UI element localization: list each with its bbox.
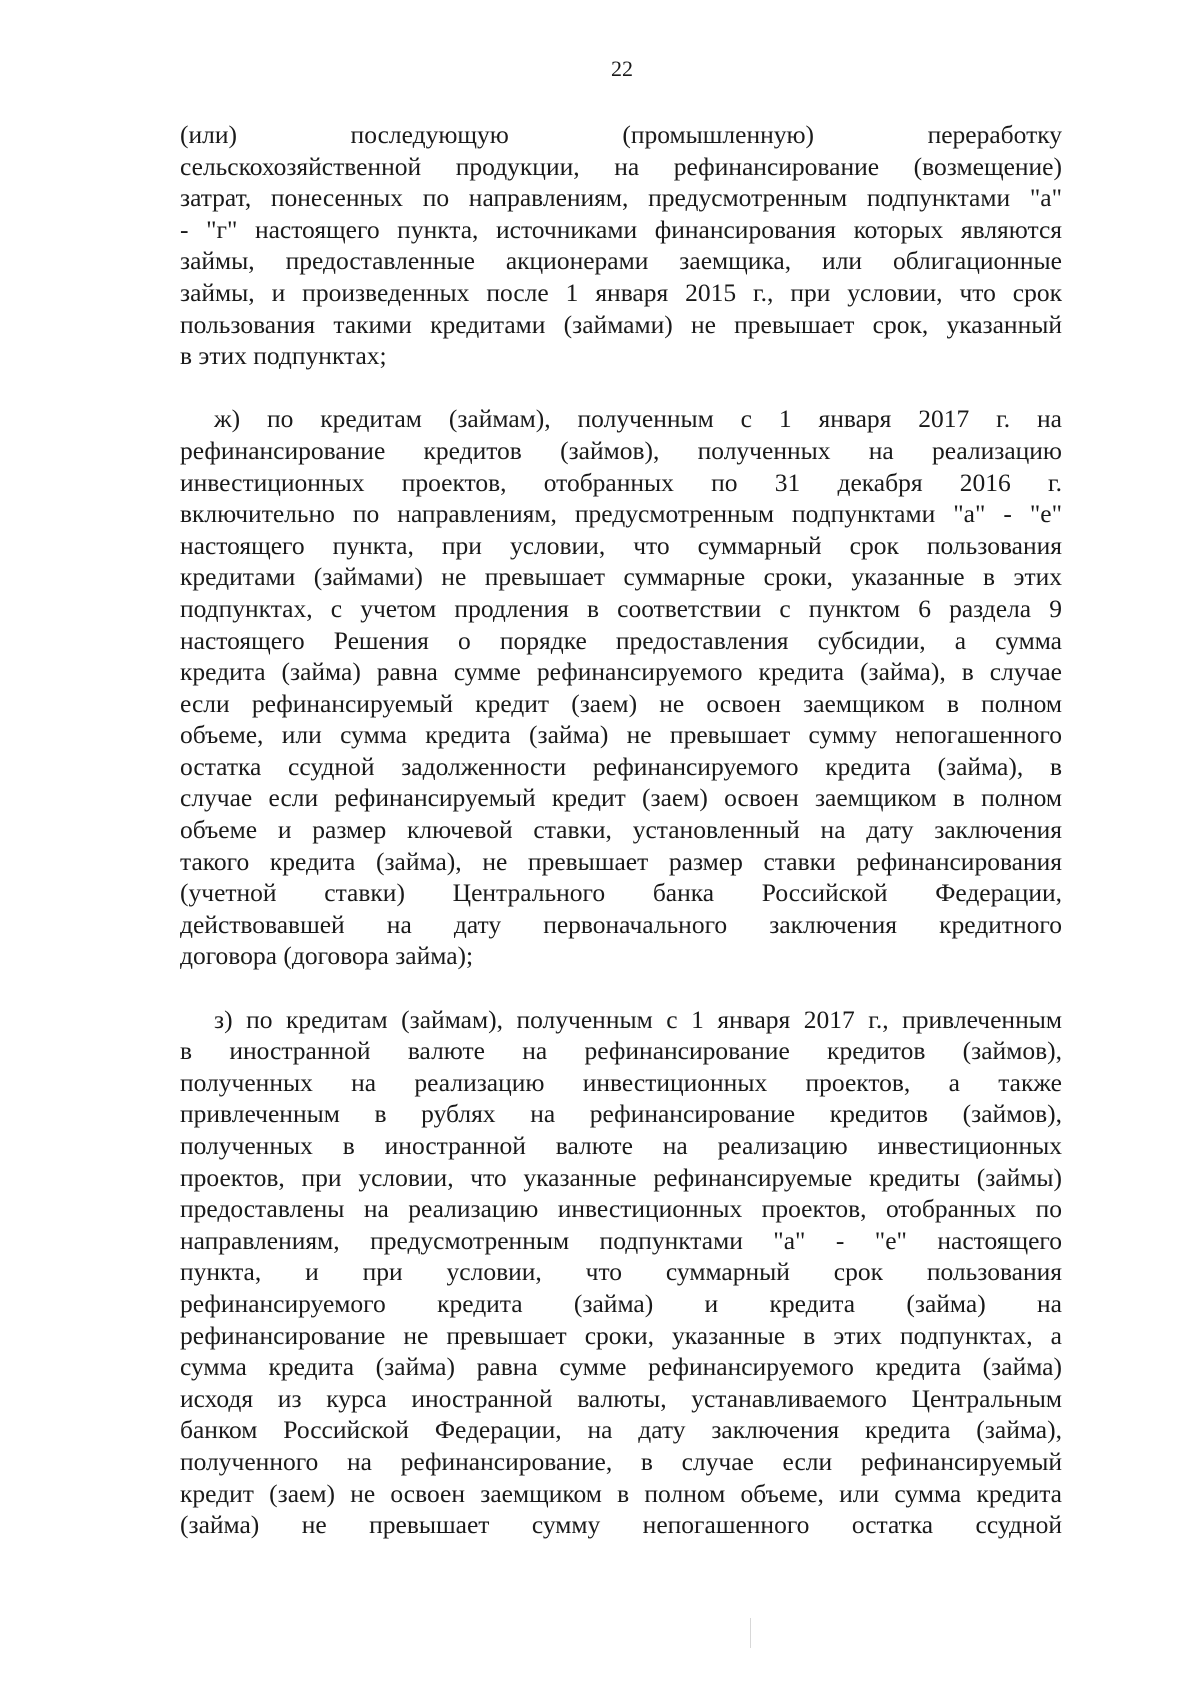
text-line: привлеченным в рублях на рефинансирование кредитов (займов),: [180, 1099, 1062, 1129]
text-line: сельскохозяйственной продукции, на рефинансирование (возмещение): [180, 151, 1062, 181]
text-line: займы, и произведенных после 1 января 2015 г., при условии, что срок: [180, 277, 1062, 307]
text-line: подпунктах, с учетом продления в соответствии с пунктом 6 раздела 9: [180, 593, 1062, 623]
scan-artifact-line: [750, 1618, 751, 1648]
text-line: банком Российской Федерации, на дату заключения кредита (займа),: [180, 1415, 1062, 1445]
text-line: настоящего пункта, при условии, что суммарный срок пользования: [180, 530, 1062, 560]
text-line: действовавшей на дату первоначального заключения кредитного: [180, 909, 1062, 939]
text-line: кредита (займа) равна сумме рефинансируемого кредита (займа), в случае: [180, 657, 1062, 687]
text-line: остатка ссудной задолженности рефинансируемого кредита (займа), в: [180, 751, 1062, 781]
text-line: пользования такими кредитами (займами) не превышает срок, указанный: [180, 309, 1062, 339]
text-line: такого кредита (займа), не превышает размер ставки рефинансирования: [180, 846, 1062, 876]
text-line: проектов, при условии, что указанные рефинансируемые кредиты (займы): [180, 1162, 1062, 1192]
paragraph-continuation: [180, 119, 1062, 372]
text-line: полученных в иностранной валюте на реализацию инвестиционных: [180, 1131, 1062, 1160]
paragraph-z: [180, 1004, 1062, 1541]
text-line: кредитами (займами) не превышает суммарные сроки, указанные в этих: [180, 562, 1062, 592]
text-line: настоящего Решения о порядке предоставления субсидии, а сумма: [180, 625, 1062, 655]
text-line: рефинансирование не превышает сроки, указанные в этих подпунктах, а: [180, 1320, 1062, 1350]
text-line: кредит (заем) не освоен заемщиком в полном объеме, или сумма кредита: [180, 1478, 1062, 1508]
text-line: в иностранной валюте на рефинансирование кредитов (займов),: [180, 1036, 1062, 1066]
text-line: исходя из курса иностранной валюты, устанавливаемого Центральным: [180, 1383, 1062, 1413]
text-line: рефинансирование кредитов (займов), полученных на реализацию: [180, 435, 1062, 465]
text-line: полученного на рефинансирование, в случае если рефинансируемый: [180, 1446, 1062, 1476]
text-line: сумма кредита (займа) равна сумме рефинансируемого кредита (займа): [180, 1352, 1062, 1382]
paragraph-spacer: [180, 372, 1062, 404]
text-line: рефинансируемого кредита (займа) и кредита (займа) на: [180, 1288, 1062, 1318]
text-line: затрат, понесенных по направлениям, предусмотренным подпунктами "а": [180, 183, 1062, 213]
text-line: если рефинансируемый кредит (заем) не освоен заемщиком в полном: [180, 688, 1062, 718]
text-line: полученных на реализацию инвестиционных проектов, а также: [180, 1067, 1062, 1097]
text-line: (или) последующую (промышленную) переработку: [180, 120, 1062, 149]
page-number: 22: [611, 56, 633, 81]
text-line: направлениям, предусмотренным подпунктами "а" - "е" настоящего: [180, 1225, 1062, 1255]
text-line: объеме и размер ключевой ставки, установленный на дату заключения: [180, 815, 1062, 845]
text-line: в этих подпунктах;: [180, 341, 387, 371]
text-line: объеме, или сумма кредита (займа) не превышает сумму непогашенного: [180, 720, 1062, 750]
text-line: ж) по кредитам (займам), полученным с 1 января 2017 г. на: [214, 404, 1062, 434]
text-line: инвестиционных проектов, отобранных по 31 декабря 2016 г.: [180, 467, 1062, 497]
text-line: предоставлены на реализацию инвестиционных проектов, отобранных по: [180, 1194, 1062, 1224]
text-line: з) по кредитам (займам), полученным с 1 января 2017 г., привлеченным: [214, 1004, 1062, 1034]
text-line: договора (договора займа);: [180, 941, 474, 971]
text-line: пункта, и при условии, что суммарный срок пользования: [180, 1257, 1062, 1287]
text-line: (займа) не превышает сумму непогашенного остатка ссудной: [180, 1510, 1062, 1540]
paragraph-spacer: [180, 972, 1062, 1004]
text-line: - "г" настоящего пункта, источниками финансирования которых являются: [180, 214, 1062, 244]
text-line: займы, предоставленные акционерами заемщика, или облигационные: [180, 246, 1062, 276]
paragraph-zh: [180, 403, 1062, 972]
document-body: [180, 119, 1062, 1541]
text-line: включительно по направлениям, предусмотренным подпунктами "а" - "е": [180, 499, 1062, 529]
text-line: (учетной ставки) Центрального банка Российской Федерации,: [180, 878, 1062, 908]
text-line: случае если рефинансируемый кредит (заем) освоен заемщиком в полном: [180, 783, 1062, 813]
